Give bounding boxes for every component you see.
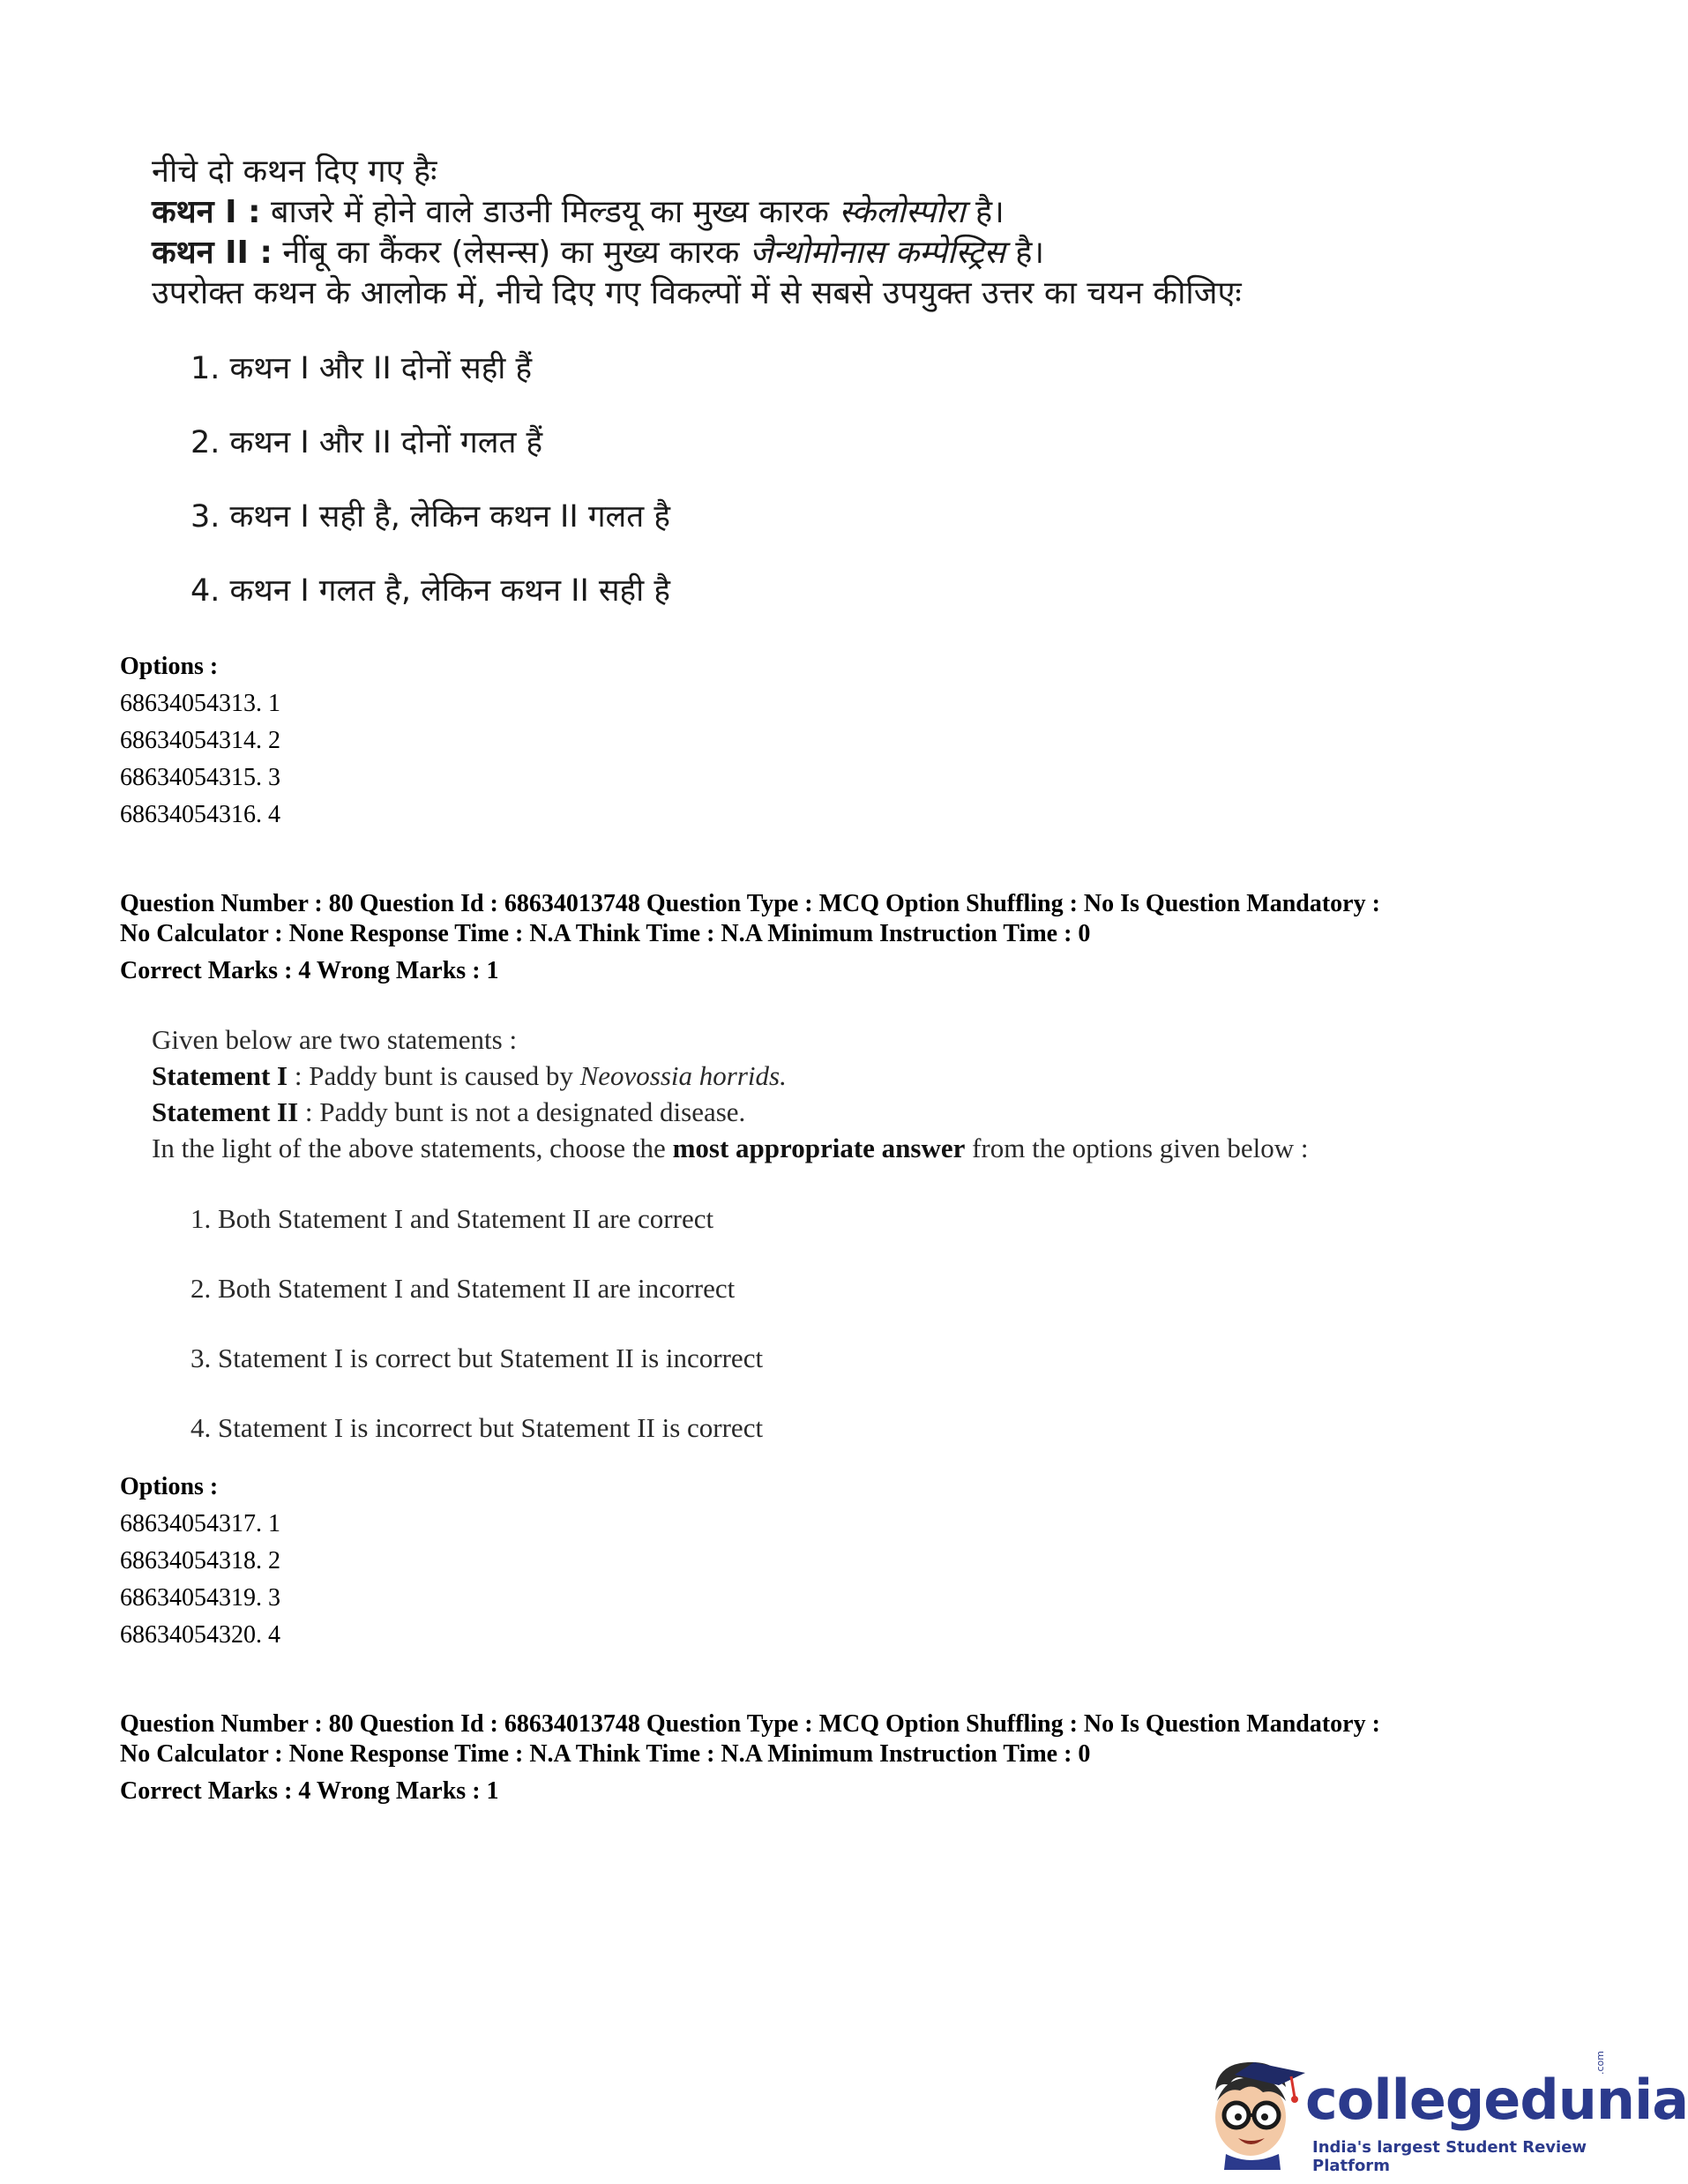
options-heading: Options : <box>120 653 219 680</box>
option-id: 68634054316. 4 <box>120 801 280 828</box>
brand-tagline: India's largest Student Review Platform <box>1312 2138 1587 2175</box>
question-intro: नीचे दो कथन दिए गए हैः <box>152 153 437 190</box>
option-id: 68634054313. 1 <box>120 690 280 717</box>
option-id: 68634054317. 1 <box>120 1510 280 1537</box>
question-image-hindi <box>152 152 1298 646</box>
brand-domain: .com <box>1595 2051 1606 2075</box>
question-meta: Question Number : 80 Question Id : 68634013748 Question Type : MCQ Option Shuffling : No Is Question Mandatory : No Calculator : None Response Time : N.A Think Time : N.A Minimum Instruction Time : 0 Correct Marks : 4 Wrong Marks : 1 <box>120 890 1380 984</box>
question-intro: Given below are two statements : <box>152 1024 518 1055</box>
question-instruction: In the light of the above statements, choose the most appropriate answer from the options given below : <box>152 1133 1309 1163</box>
choice-item: 4. कथन I गलत है, लेकिन कथन II सही है <box>190 573 670 609</box>
option-id: 68634054320. 4 <box>120 1621 280 1649</box>
options-list <box>120 1469 280 1654</box>
statement-2: कथन II : नींबू का कैंकर (लेसन्स) का मुख्य कारक जैन्थोमोनास कम्पेस्ट्रिस है। <box>152 235 1045 271</box>
option-id: 68634054318. 2 <box>120 1547 280 1574</box>
statement-1: Statement I : Paddy bunt is caused by Neovossia horrids. <box>152 1060 787 1091</box>
brand-name: collegedunia <box>1305 2068 1688 2132</box>
question-meta: Question Number : 80 Question Id : 68634013748 Question Type : MCQ Option Shuffling : No Is Question Mandatory : No Calculator : None Response Time : N.A Think Time : N.A Minimum Instruction Time : 0 Correct Marks : 4 Wrong Marks : 1 <box>120 1710 1380 1805</box>
question-instruction: उपरोक्त कथन के आलोक में, नीचे दिए गए विकल्पों में से सबसे उपयुक्त उत्तर का चयन कीजिएः <box>152 275 1242 311</box>
choice-item: 2. कथन I और II दोनों गलत हैं <box>190 425 543 460</box>
collegedunia-logo <box>1199 2051 1688 2175</box>
choice-item: 3. कथन I सही है, लेकिन कथन II गलत है <box>190 499 670 535</box>
option-id: 68634054315. 3 <box>120 764 280 791</box>
choice-list <box>152 1201 1475 1480</box>
marks-line: Correct Marks : 4 Wrong Marks : 1 <box>120 1777 499 1805</box>
statement-2: Statement II : Paddy bunt is not a designated disease. <box>152 1096 746 1127</box>
option-id: 68634054319. 3 <box>120 1584 280 1612</box>
mascot-icon <box>1199 2055 1305 2170</box>
marks-line: Correct Marks : 4 Wrong Marks : 1 <box>120 957 499 984</box>
choice-item: 1. Both Statement I and Statement II are correct <box>190 1203 714 1234</box>
choice-list <box>152 349 1298 646</box>
option-id: 68634054314. 2 <box>120 727 280 754</box>
options-heading: Options : <box>120 1473 219 1500</box>
question-image-english <box>152 1021 1475 1480</box>
choice-item: 1. कथन I और II दोनों सही हैं <box>190 351 533 386</box>
options-list <box>120 648 280 834</box>
choice-item: 4. Statement I is incorrect but Statement II is correct <box>190 1412 764 1443</box>
statement-1: कथन I : बाजरे में होने वाले डाउनी मिल्डयू का मुख्य कारक स्केलोस्पोरा है। <box>152 194 1005 230</box>
choice-item: 3. Statement I is correct but Statement II is incorrect <box>190 1343 764 1373</box>
choice-item: 2. Both Statement I and Statement II are incorrect <box>190 1273 736 1304</box>
